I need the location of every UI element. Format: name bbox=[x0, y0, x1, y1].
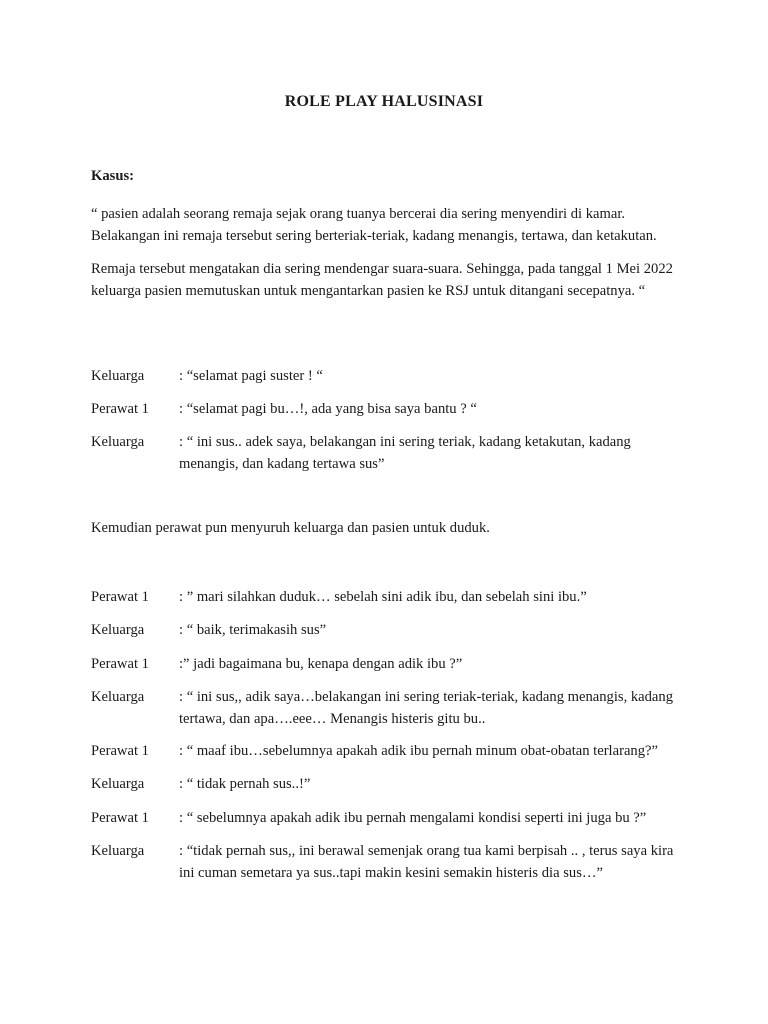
speech-text: : “ baik, terimakasih sus” bbox=[179, 622, 327, 638]
speaker-label: Perawat 1 bbox=[91, 401, 149, 417]
speech-text: : “tidak pernah sus,, ini berawal semenjak orang tua kami berpisah .. , terus saya kira ini cuman semetara ya sus..tapi makin kesini semakin histeris dia sus…” bbox=[179, 843, 674, 881]
speaker-label: Keluarga bbox=[91, 776, 145, 792]
speech-text: : “ tidak pernah sus..!” bbox=[179, 776, 311, 792]
speech-text: : “ sebelumnya apakah adik ibu pernah mengalami kondisi seperti ini juga bu ?” bbox=[179, 810, 647, 826]
speech-text: : “ ini sus,, adik saya…belakangan ini sering teriak-teriak, kadang menangis, kadang tertawa, dan apa….eee… Menangis histeris gitu bu.. bbox=[179, 689, 674, 727]
speech-text: : “selamat pagi bu…!, ada yang bisa saya bantu ? “ bbox=[179, 401, 477, 417]
case-label: Kasus: bbox=[91, 168, 134, 184]
speaker-label: Keluarga bbox=[91, 368, 145, 384]
speech-text: : “selamat pagi suster ! “ bbox=[179, 368, 323, 384]
speech-text: :” jadi bagaimana bu, kenapa dengan adik ibu ?” bbox=[179, 656, 463, 672]
speaker-label: Keluarga bbox=[91, 434, 145, 450]
speaker-label: Perawat 1 bbox=[91, 743, 149, 759]
speech-text: : “ maaf ibu…sebelumnya apakah adik ibu pernah minum obat-obatan terlarang?” bbox=[179, 743, 658, 759]
case-paragraph-1: “ pasien adalah seorang remaja sejak orang tuanya bercerai dia sering menyendiri di kamar. Belakangan ini remaja tersebut sering berteriak-teriak, kadang menangis, tertawa, dan ketakutan. bbox=[91, 206, 657, 244]
case-paragraph-2: Remaja tersebut mengatakan dia sering mendengar suara-suara. Sehingga, pada tanggal 1 Mei 2022 keluarga pasien memutuskan untuk mengantarkan pasien ke RSJ untuk ditangani secepatnya. “ bbox=[91, 261, 673, 299]
narration-text: Kemudian perawat pun menyuruh keluarga dan pasien untuk duduk. bbox=[91, 520, 490, 536]
speaker-label: Perawat 1 bbox=[91, 589, 149, 605]
speech-text: : “ ini sus.. adek saya, belakangan ini sering teriak, kadang ketakutan, kadang menangis, dan kadang tertawa sus” bbox=[179, 434, 631, 472]
page-title: ROLE PLAY HALUSINASI bbox=[284, 93, 484, 110]
speaker-label: Keluarga bbox=[91, 689, 145, 705]
speaker-label: Keluarga bbox=[91, 843, 145, 859]
speaker-label: Perawat 1 bbox=[91, 810, 149, 826]
speaker-label: Keluarga bbox=[91, 622, 145, 638]
speech-text: : ” mari silahkan duduk… sebelah sini adik ibu, dan sebelah sini ibu.” bbox=[179, 589, 587, 605]
speaker-label: Perawat 1 bbox=[91, 656, 149, 672]
